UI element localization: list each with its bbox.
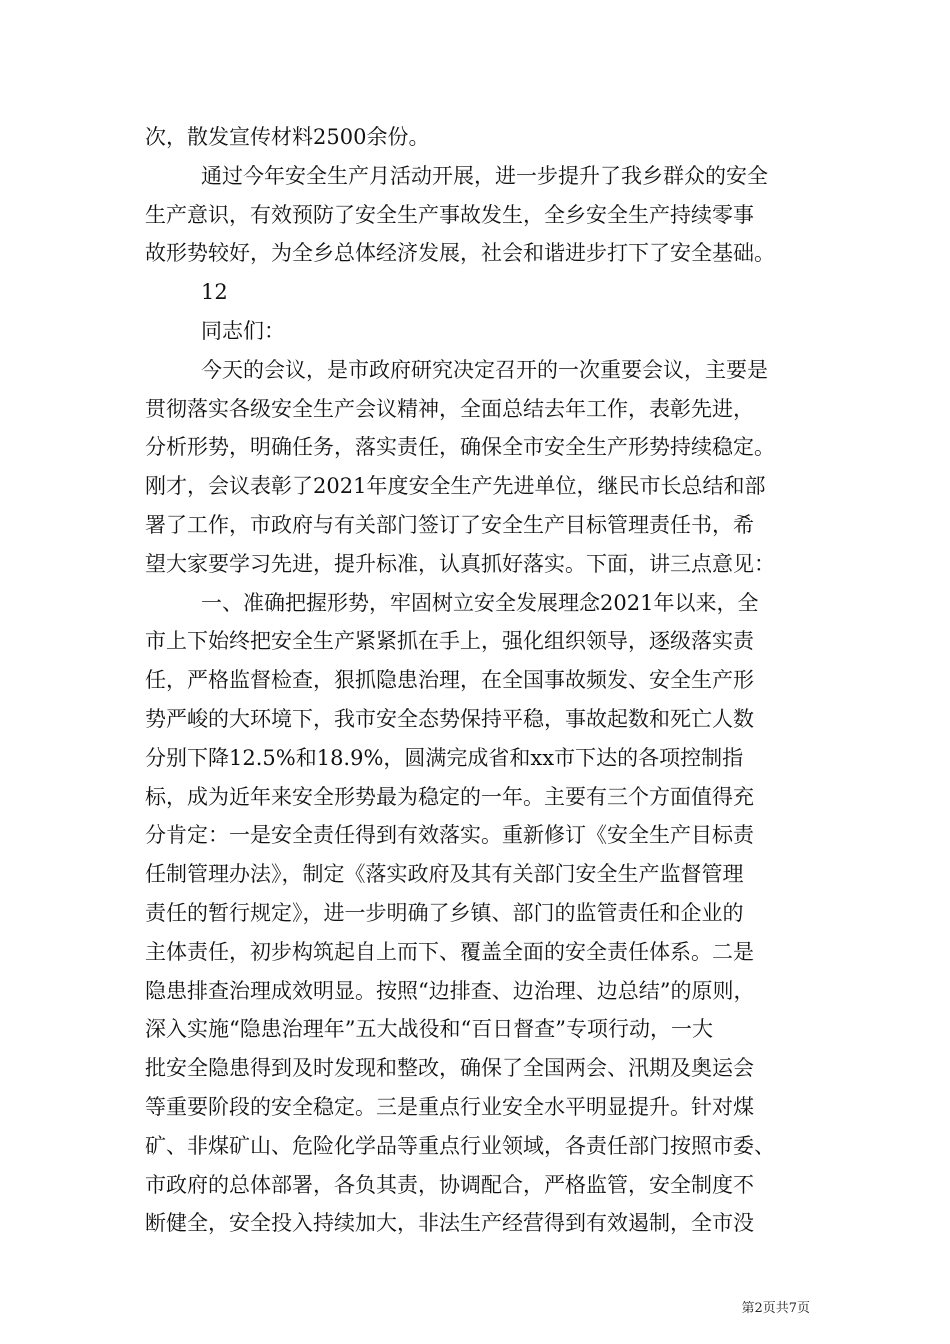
page-footer: 第2页共7页: [741, 1301, 810, 1316]
text-line: 次，散发宣传材料2500余份。: [145, 125, 430, 149]
section-heading-line: 一、准确把握形势，牢固树立安全发展理念2021年以来，全: [201, 590, 759, 615]
text-line: 生产意识，有效预防了安全生产事故发生，全乡安全生产持续零事: [145, 202, 754, 227]
text-line: 刚才，会议表彰了2021年度安全生产先进单位，继民市长总结和部: [145, 474, 766, 499]
text-line: 等重要阶段的安全稳定。三是重点行业安全水平明显提升。针对煤: [145, 1094, 754, 1119]
text-line: 任制管理办法》，制定《落实政府及其有关部门安全生产监督管理: [145, 862, 744, 887]
text-line: 市政府的总体部署，各负其责，协调配合，严格监管，安全制度不: [145, 1172, 754, 1197]
text-line: 标，成为近年来安全形势最为稳定的一年。主要有三个方面值得充: [145, 784, 754, 809]
text-line: 署了工作，市政府与有关部门签订了安全生产目标管理责任书，希: [145, 512, 754, 537]
text-line: 故形势较好，为全乡总体经济发展，社会和谐进步打下了安全基础。: [145, 241, 775, 266]
text-line: 责任的暂行规定》，进一步明确了乡镇、部门的监管责任和企业的: [145, 900, 744, 925]
text-line: 断健全，安全投入持续加大，非法生产经营得到有效遏制，全市没: [145, 1211, 754, 1236]
text-line: 主体责任，初步构筑起自上而下、覆盖全面的安全责任体系。二是: [145, 939, 754, 964]
text-line: 隐患排查治理成效明显。按照“边排查、边治理、边总结”的原则，: [145, 978, 755, 1003]
text-line: 批安全隐患得到及时发现和整改，确保了全国两会、汛期及奥运会: [145, 1056, 754, 1081]
body-text: [145, 118, 810, 1243]
text-line: 今天的会议，是市政府研究决定召开的一次重要会议，主要是: [201, 357, 768, 382]
text-line: 深入实施“隐患治理年”五大战役和“百日督查”专项行动，一大: [145, 1017, 713, 1042]
text-line: 贯彻落实各级安全生产会议精神，全面总结去年工作，表彰先进，: [145, 396, 754, 421]
salutation: 同志们：: [201, 318, 285, 343]
text-line: 任，严格监督检查，狠抓隐患治理，在全国事故频发、安全生产形: [145, 668, 754, 693]
text-line: 势严峻的大环境下，我市安全态势保持平稳，事故起数和死亡人数: [145, 706, 754, 731]
text-line: 分别下降12.5%和18.9%，圆满完成省和xx市下达的各项控制指: [145, 745, 744, 770]
text-line: 矿、非煤矿山、危险化学品等重点行业领域，各责任部门按照市委、: [145, 1133, 775, 1158]
text-line: 通过今年安全生产月活动开展，进一步提升了我乡群众的安全: [201, 163, 768, 188]
text-line: 分肯定：一是安全责任得到有效落实。重新修订《安全生产目标责: [145, 823, 754, 848]
text-line: 市上下始终把安全生产紧紧抓在手上，强化组织领导，逐级落实责: [145, 629, 754, 654]
text-line: 望大家要学习先进，提升标准，认真抓好落实。下面，讲三点意见：: [145, 551, 775, 576]
text-line: 分析形势，明确任务，落实责任，确保全市安全生产形势持续稳定。: [145, 435, 775, 460]
page-number-marker: 12: [201, 280, 228, 305]
